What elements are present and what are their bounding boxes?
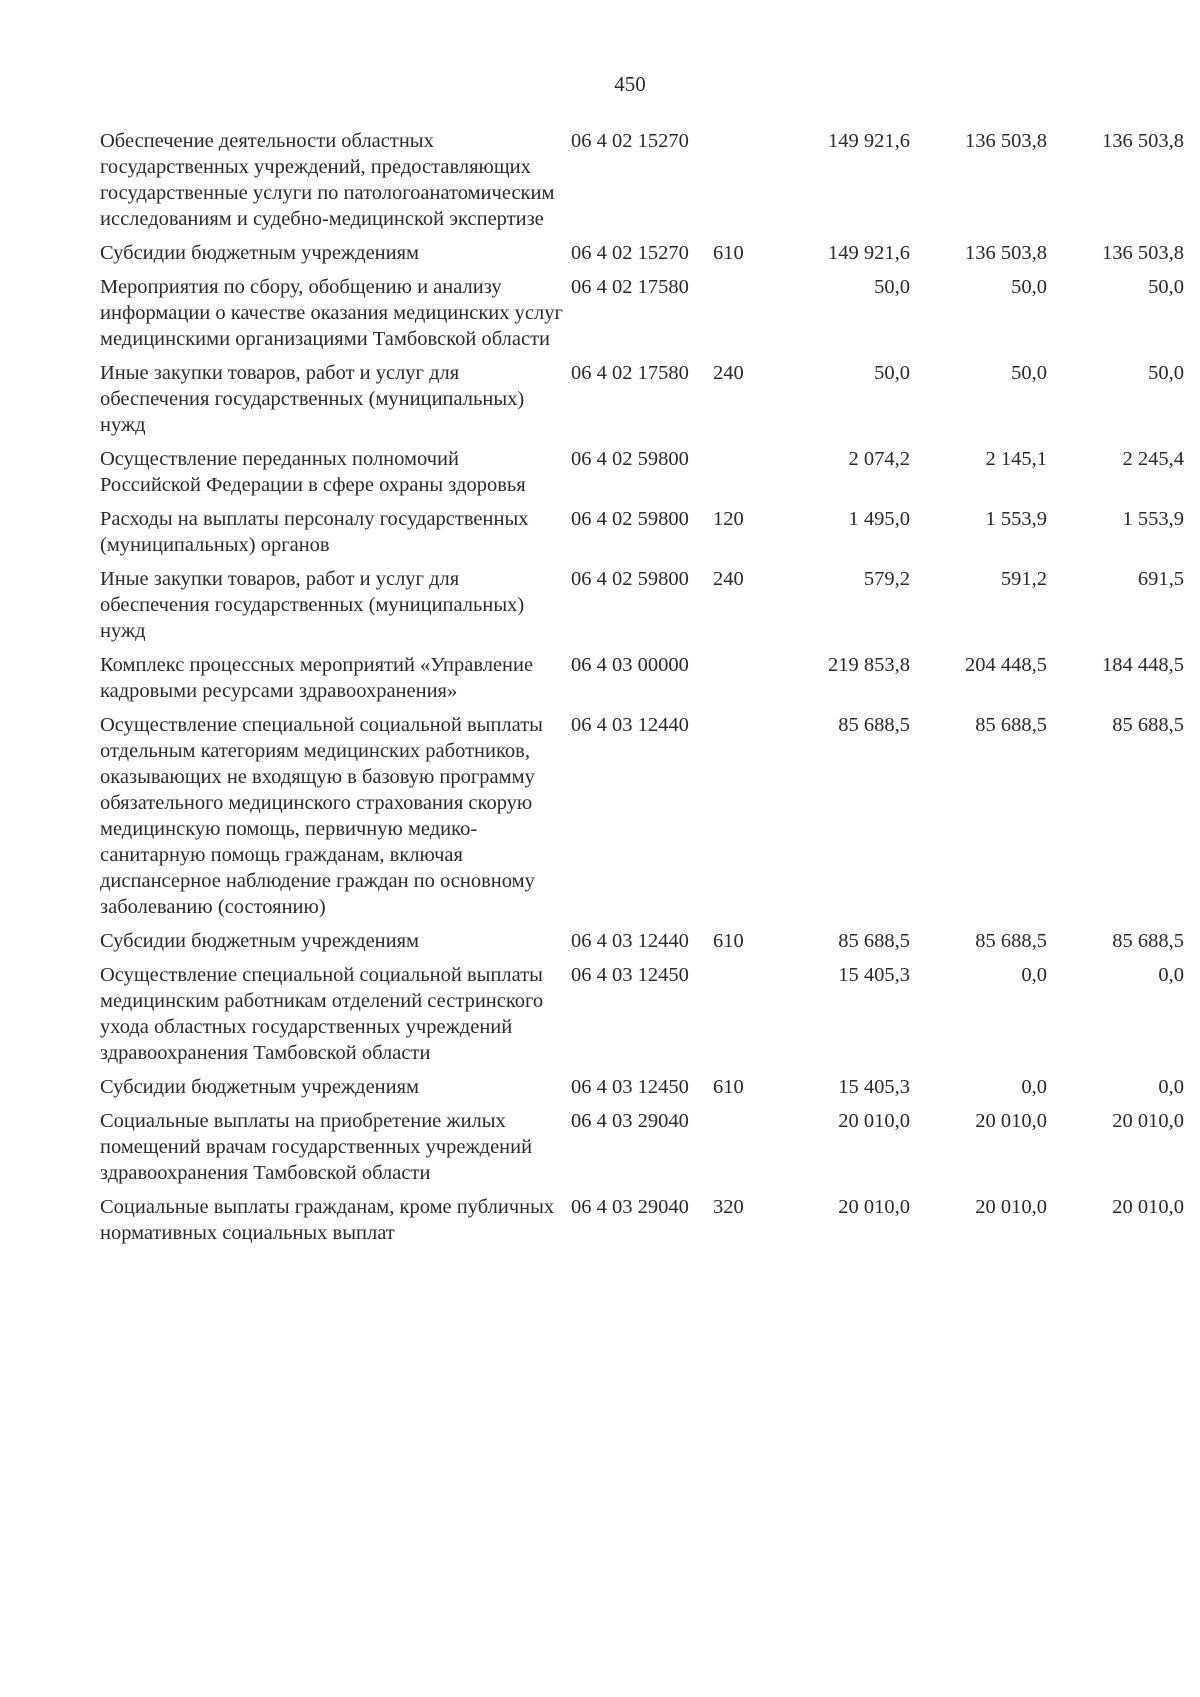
amount-3: 20 010,0: [1112, 1196, 1184, 1218]
amount-1: 219 853,8: [828, 654, 910, 676]
amount-1: 85 688,5: [838, 930, 910, 952]
expense-type: [713, 446, 773, 498]
expense-type: [713, 712, 773, 920]
amount-3: 0,0: [1158, 1076, 1184, 1098]
amount-2: 50,0: [1011, 276, 1047, 298]
budget-table: [100, 128, 1184, 1246]
amount-2: 136 503,8: [965, 242, 1047, 264]
table-row: [100, 712, 1184, 920]
amount-1: 15 405,3: [838, 964, 910, 986]
amount-1: 579,2: [863, 568, 910, 590]
table-row: [100, 360, 1184, 438]
table-row: [100, 446, 1184, 498]
expense-type: [713, 1108, 773, 1186]
expense-name: Социальные выплаты на приобретение жилых помещений врачам государственных учреждений здравоохранения Тамбовской области: [100, 1110, 533, 1184]
target-code: 06 4 03 00000: [571, 654, 689, 676]
amount-3: 20 010,0: [1112, 1110, 1184, 1132]
expense-name: Мероприятия по сбору, обобщению и анализу информации о качестве оказания медицинских услуг медицинскими организациями Тамбовской области: [100, 276, 563, 350]
amount-2: 136 503,8: [965, 130, 1047, 152]
expense-type: 240: [713, 568, 744, 590]
table-row: [100, 506, 1184, 558]
amount-3: 1 553,9: [1122, 508, 1184, 530]
amount-2: 0,0: [1021, 1076, 1047, 1098]
target-code: 06 4 03 12450: [571, 1076, 689, 1098]
table-row: [100, 1108, 1184, 1186]
amount-1: 15 405,3: [838, 1076, 910, 1098]
amount-1: 2 074,2: [848, 448, 910, 470]
expense-name: Осуществление переданных полномочий Российской Федерации в сфере охраны здоровья: [100, 448, 526, 496]
amount-3: 50,0: [1148, 276, 1184, 298]
amount-1: 20 010,0: [838, 1110, 910, 1132]
target-code: 06 4 03 12440: [571, 714, 689, 736]
target-code: 06 4 02 59800: [571, 448, 689, 470]
table-row: [100, 652, 1184, 704]
expense-type: 120: [713, 508, 744, 530]
amount-3: 691,5: [1137, 568, 1184, 590]
expense-name: Субсидии бюджетным учреждениям: [100, 242, 420, 264]
expense-type: [713, 652, 773, 704]
target-code: 06 4 02 17580: [571, 362, 689, 384]
amount-3: 184 448,5: [1102, 654, 1184, 676]
target-code: 06 4 02 17580: [571, 276, 689, 298]
amount-1: 20 010,0: [838, 1196, 910, 1218]
amount-2: 50,0: [1011, 362, 1047, 384]
amount-3: 85 688,5: [1112, 714, 1184, 736]
target-code: 06 4 03 12440: [571, 930, 689, 952]
amount-2: 204 448,5: [965, 654, 1047, 676]
table-row: [100, 1194, 1184, 1246]
amount-1: 50,0: [874, 362, 910, 384]
table-row: [100, 962, 1184, 1066]
expense-name: Расходы на выплаты персоналу государственных (муниципальных) органов: [100, 508, 529, 556]
expense-type: 240: [713, 362, 744, 384]
amount-3: 0,0: [1158, 964, 1184, 986]
expense-type: [713, 962, 773, 1066]
amount-2: 1 553,9: [985, 508, 1047, 530]
amount-2: 85 688,5: [975, 714, 1047, 736]
expense-name: Осуществление специальной социальной выплаты отдельным категориям медицинских работников, оказывающих не входящую в базовую программу обязательного медицинского страхования скорую медицинскую помощь, первичную медико-санитарную помощь гражданам, включая диспансерное наблюдение граждан по основному заболеванию (состоянию): [100, 714, 543, 918]
target-code: 06 4 02 59800: [571, 568, 689, 590]
target-code: 06 4 03 29040: [571, 1110, 689, 1132]
expense-type: 320: [713, 1196, 744, 1218]
amount-2: 0,0: [1021, 964, 1047, 986]
expense-type: [713, 128, 773, 232]
table-row: [100, 128, 1184, 232]
expense-name: Иные закупки товаров, работ и услуг для обеспечения государственных (муниципальных) нужд: [100, 568, 525, 642]
amount-2: 85 688,5: [975, 930, 1047, 952]
amount-2: 2 145,1: [985, 448, 1047, 470]
amount-3: 85 688,5: [1112, 930, 1184, 952]
amount-1: 50,0: [874, 276, 910, 298]
target-code: 06 4 02 59800: [571, 508, 689, 530]
expense-name: Комплекс процессных мероприятий «Управление кадровыми ресурсами здравоохранения»: [100, 654, 534, 702]
expense-name: Иные закупки товаров, работ и услуг для обеспечения государственных (муниципальных) нужд: [100, 362, 525, 436]
expense-type: 610: [713, 1076, 744, 1098]
amount-1: 1 495,0: [848, 508, 910, 530]
target-code: 06 4 03 29040: [571, 1196, 689, 1218]
amount-3: 2 245,4: [1122, 448, 1184, 470]
expense-name: Социальные выплаты гражданам, кроме публичных нормативных социальных выплат: [100, 1196, 555, 1244]
amount-2: 20 010,0: [975, 1196, 1047, 1218]
table-row: [100, 566, 1184, 644]
expense-name: Обеспечение деятельности областных государственных учреждений, предоставляющих государственные услуги по патологоанатомическим исследованиям и судебно-медицинской экспертизе: [100, 130, 555, 230]
amount-2: 591,2: [1000, 568, 1047, 590]
expense-type: [713, 274, 773, 352]
target-code: 06 4 02 15270: [571, 130, 689, 152]
expense-type: 610: [713, 242, 744, 264]
expense-name: Осуществление специальной социальной выплаты медицинским работникам отделений сестринского ухода областных государственных учреждений здравоохранения Тамбовской области: [100, 964, 544, 1064]
page-number: 450: [614, 72, 646, 96]
table-row: [100, 240, 1184, 266]
table-row: [100, 274, 1184, 352]
amount-1: 149 921,6: [828, 242, 910, 264]
expense-name: Субсидии бюджетным учреждениям: [100, 930, 420, 952]
amount-2: 20 010,0: [975, 1110, 1047, 1132]
table-row: [100, 928, 1184, 954]
target-code: 06 4 03 12450: [571, 964, 689, 986]
amount-1: 149 921,6: [828, 130, 910, 152]
expense-name: Субсидии бюджетным учреждениям: [100, 1076, 420, 1098]
amount-1: 85 688,5: [838, 714, 910, 736]
target-code: 06 4 02 15270: [571, 242, 689, 264]
amount-3: 136 503,8: [1102, 242, 1184, 264]
table-row: [100, 1074, 1184, 1100]
expense-type: 610: [713, 930, 744, 952]
amount-3: 136 503,8: [1102, 130, 1184, 152]
amount-3: 50,0: [1148, 362, 1184, 384]
